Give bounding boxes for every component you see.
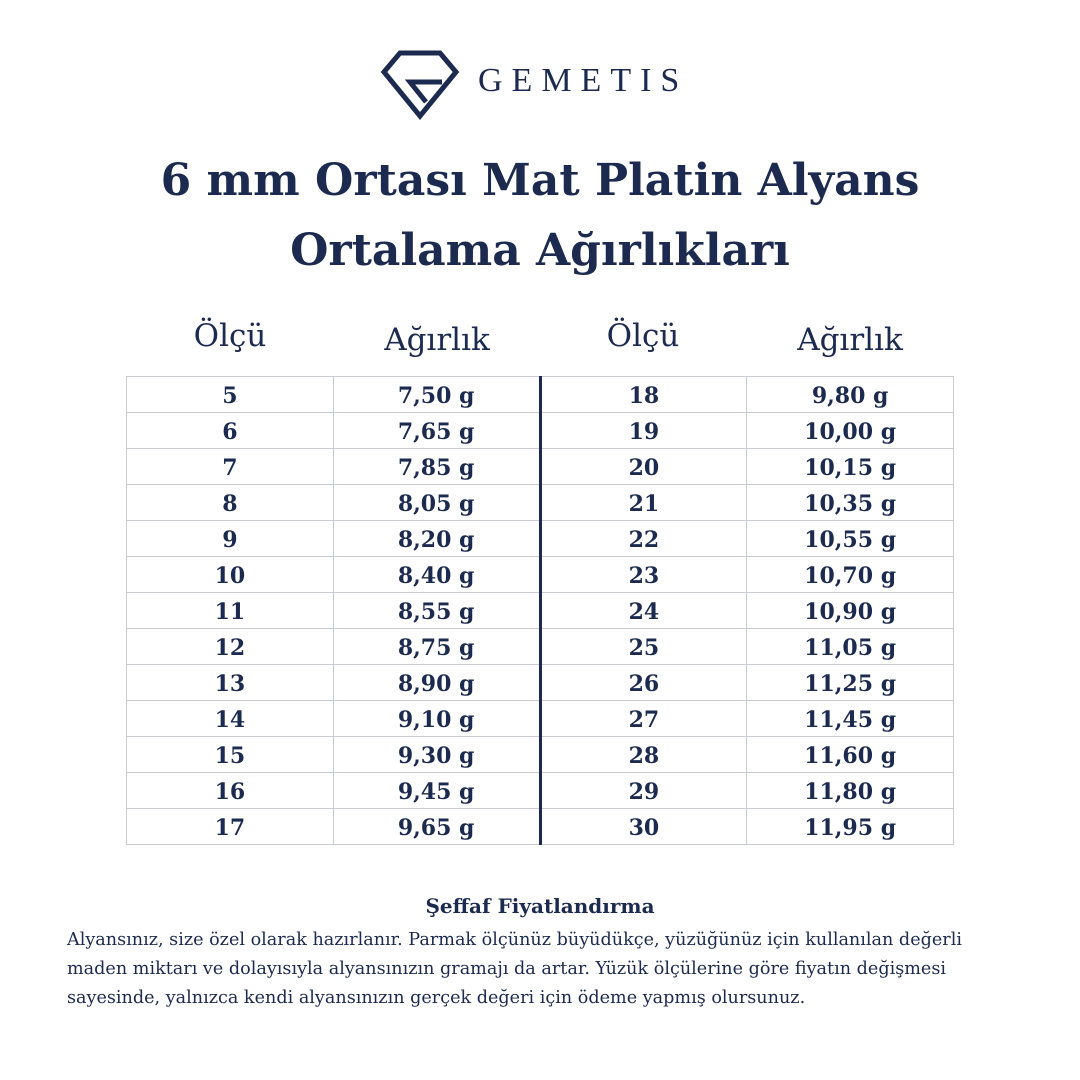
weight-cell: 10,35 g — [747, 485, 954, 521]
table-row — [127, 557, 954, 593]
size-cell: 29 — [540, 773, 747, 809]
table-row — [127, 377, 954, 413]
table-row — [127, 521, 954, 557]
info-body: Alyansınız, size özel olarak hazırlanır. Parmak ölçünüz büyüdükçe, yüzüğünüz için kullanılan değerli maden miktarı ve dolayısıyla alyansınızın gramajı da artar. Yüzük ölçülerine göre fiyatın değişmesi sayesinde, yalnızca kendi alyansınızın gerçek değeri için ödeme yapmış olursunuz. — [67, 930, 962, 1008]
weight-cell: 11,80 g — [747, 773, 954, 809]
weight-cell: 10,00 g — [747, 413, 954, 449]
table-row — [127, 413, 954, 449]
table-row — [127, 593, 954, 629]
column-header-size-left: Ölçü — [193, 318, 267, 354]
size-cell: 30 — [540, 809, 747, 845]
size-cell: 8 — [127, 485, 334, 521]
title-line-2: Ortalama Ağırlıkları — [290, 225, 790, 276]
column-header-weight-left: Ağırlık — [384, 322, 490, 358]
table-row — [127, 701, 954, 737]
size-cell: 25 — [540, 629, 747, 665]
size-cell: 22 — [540, 521, 747, 557]
size-cell: 28 — [540, 737, 747, 773]
size-cell: 23 — [540, 557, 747, 593]
weight-cell: 10,55 g — [747, 521, 954, 557]
weight-cell: 8,40 g — [333, 557, 540, 593]
size-cell: 15 — [127, 737, 334, 773]
brand-name: GEMETIS — [478, 62, 689, 99]
weight-cell: 9,30 g — [333, 737, 540, 773]
table-row — [127, 773, 954, 809]
table-row — [127, 629, 954, 665]
info-section — [0, 894, 1080, 1008]
size-cell: 26 — [540, 665, 747, 701]
weight-cell: 7,65 g — [333, 413, 540, 449]
weight-cell: 8,05 g — [333, 485, 540, 521]
weight-cell: 9,45 g — [333, 773, 540, 809]
weights-table — [126, 376, 954, 845]
weight-cell: 10,15 g — [747, 449, 954, 485]
size-cell: 18 — [540, 377, 747, 413]
size-cell: 5 — [127, 377, 334, 413]
size-cell: 19 — [540, 413, 747, 449]
size-cell: 14 — [127, 701, 334, 737]
weight-cell: 8,20 g — [333, 521, 540, 557]
weight-cell: 11,60 g — [747, 737, 954, 773]
weight-cell: 11,95 g — [747, 809, 954, 845]
size-cell: 12 — [127, 629, 334, 665]
column-header-size-right: Ölçü — [606, 318, 680, 354]
size-cell: 16 — [127, 773, 334, 809]
size-cell: 6 — [127, 413, 334, 449]
weight-cell: 9,80 g — [747, 377, 954, 413]
size-cell: 21 — [540, 485, 747, 521]
weight-cell: 8,75 g — [333, 629, 540, 665]
table-row — [127, 665, 954, 701]
size-cell: 7 — [127, 449, 334, 485]
column-header-weight-right: Ağırlık — [797, 322, 903, 358]
page-title — [0, 146, 1080, 286]
diamond-g-logo-icon — [380, 48, 460, 120]
weight-cell: 10,90 g — [747, 593, 954, 629]
size-cell: 9 — [127, 521, 334, 557]
table-row — [127, 809, 954, 845]
weight-cell: 9,10 g — [333, 701, 540, 737]
size-cell: 27 — [540, 701, 747, 737]
size-cell: 13 — [127, 665, 334, 701]
size-cell: 20 — [540, 449, 747, 485]
weight-cell: 7,85 g — [333, 449, 540, 485]
size-cell: 11 — [127, 593, 334, 629]
weight-cell: 8,55 g — [333, 593, 540, 629]
weight-cell: 8,90 g — [333, 665, 540, 701]
weight-cell: 9,65 g — [333, 809, 540, 845]
brand-logo — [0, 44, 1080, 124]
table-row — [127, 737, 954, 773]
weight-cell: 11,05 g — [747, 629, 954, 665]
size-cell: 17 — [127, 809, 334, 845]
weight-cell: 11,45 g — [747, 701, 954, 737]
size-cell: 24 — [540, 593, 747, 629]
title-line-1: 6 mm Ortası Mat Platin Alyans — [160, 155, 920, 206]
table-row — [127, 449, 954, 485]
weight-cell: 10,70 g — [747, 557, 954, 593]
table-row — [127, 485, 954, 521]
weight-cell: 7,50 g — [333, 377, 540, 413]
weight-cell: 11,25 g — [747, 665, 954, 701]
info-title: Şeffaf Fiyatlandırma — [425, 894, 655, 918]
size-cell: 10 — [127, 557, 334, 593]
